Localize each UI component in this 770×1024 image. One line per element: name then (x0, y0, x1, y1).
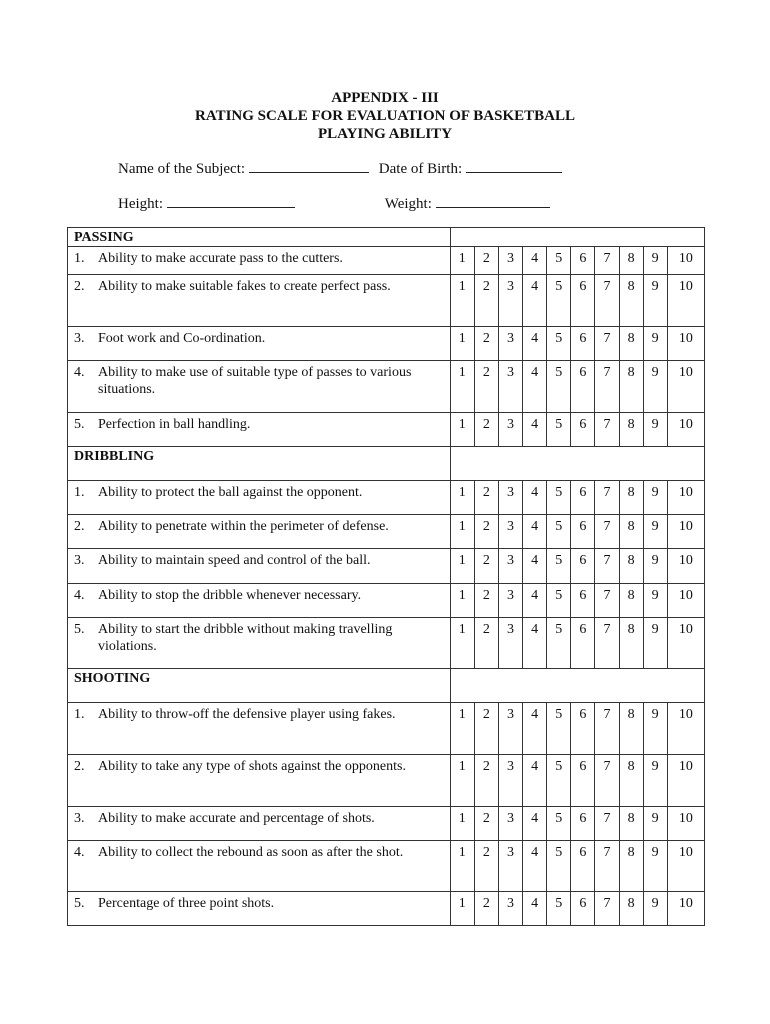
score-option-1[interactable]: 1 (450, 584, 474, 618)
section-title: SHOOTING (68, 669, 451, 703)
score-option-10[interactable]: 10 (667, 841, 704, 892)
criterion-row (68, 247, 705, 275)
score-option-5[interactable]: 5 (547, 515, 571, 549)
criterion-text: Ability to penetrate within the perimeter of defense. (98, 519, 389, 534)
criterion-number: 2. (74, 759, 85, 774)
criterion-cell (68, 841, 451, 892)
score-option-2[interactable]: 2 (474, 275, 498, 327)
criterion-cell (68, 247, 451, 275)
score-option-6[interactable]: 6 (571, 361, 595, 413)
criterion-row (68, 549, 705, 584)
score-option-8[interactable]: 8 (619, 361, 643, 413)
criterion-number: 5. (74, 896, 85, 911)
criterion-cell (68, 892, 451, 926)
criterion-row (68, 618, 705, 669)
criterion-cell (68, 807, 451, 841)
score-option-7[interactable]: 7 (595, 807, 619, 841)
score-option-4[interactable]: 4 (523, 892, 547, 926)
score-option-3[interactable]: 3 (498, 247, 522, 275)
criterion-number: 2. (74, 279, 85, 294)
score-option-4[interactable]: 4 (523, 807, 547, 841)
score-option-5[interactable]: 5 (547, 361, 571, 413)
name-label: Name of the Subject: (118, 161, 246, 177)
score-option-5[interactable]: 5 (547, 618, 571, 669)
score-option-2[interactable]: 2 (474, 327, 498, 361)
score-option-9[interactable]: 9 (643, 515, 667, 549)
score-option-9[interactable]: 9 (643, 807, 667, 841)
dob-label: Date of Birth: (378, 161, 463, 177)
criterion-number: 4. (74, 845, 85, 860)
score-option-6[interactable]: 6 (571, 549, 595, 584)
score-option-7[interactable]: 7 (595, 584, 619, 618)
criterion-number: 5. (74, 622, 85, 637)
score-option-1[interactable]: 1 (450, 361, 474, 413)
title-line-2: PLAYING ABILITY (317, 126, 453, 142)
section-header-row (68, 447, 705, 481)
score-option-10[interactable]: 10 (667, 481, 704, 515)
score-option-9[interactable]: 9 (643, 618, 667, 669)
score-option-3[interactable]: 3 (498, 841, 522, 892)
score-option-9[interactable]: 9 (643, 327, 667, 361)
score-option-8[interactable]: 8 (619, 584, 643, 618)
criterion-cell (68, 584, 451, 618)
height-weight-row (118, 193, 550, 213)
criterion-number: 3. (74, 331, 85, 346)
score-option-2[interactable]: 2 (474, 584, 498, 618)
rating-table-body (68, 228, 705, 926)
score-option-8[interactable]: 8 (619, 755, 643, 807)
score-option-8[interactable]: 8 (619, 481, 643, 515)
criterion-cell (68, 361, 451, 413)
score-option-2[interactable]: 2 (474, 361, 498, 413)
score-option-8[interactable]: 8 (619, 327, 643, 361)
criterion-row (68, 584, 705, 618)
criterion-text: Ability to make use of suitable type of passes to various situations. (98, 365, 412, 397)
criterion-text: Ability to maintain speed and control of the ball. (98, 553, 371, 568)
score-option-3[interactable]: 3 (498, 807, 522, 841)
section-header-blank (450, 228, 704, 247)
score-option-7[interactable]: 7 (595, 549, 619, 584)
criterion-number: 4. (74, 588, 85, 603)
score-option-5[interactable]: 5 (547, 275, 571, 327)
criterion-number: 1. (74, 485, 85, 500)
score-option-9[interactable]: 9 (643, 275, 667, 327)
subject-dob-row (118, 158, 562, 178)
score-option-8[interactable]: 8 (619, 618, 643, 669)
criterion-row (68, 327, 705, 361)
score-option-5[interactable]: 5 (547, 413, 571, 447)
score-option-7[interactable]: 7 (595, 247, 619, 275)
criterion-row (68, 361, 705, 413)
section-title: DRIBBLING (68, 447, 451, 481)
section-header-row (68, 669, 705, 703)
criterion-row (68, 413, 705, 447)
criterion-cell (68, 515, 451, 549)
criterion-text: Ability to make accurate and percentage of shots. (98, 811, 375, 826)
score-option-8[interactable]: 8 (619, 515, 643, 549)
score-option-7[interactable]: 7 (595, 841, 619, 892)
score-option-9[interactable]: 9 (643, 361, 667, 413)
score-option-5[interactable]: 5 (547, 841, 571, 892)
score-option-3[interactable]: 3 (498, 549, 522, 584)
score-option-7[interactable]: 7 (595, 618, 619, 669)
score-option-4[interactable]: 4 (523, 327, 547, 361)
score-option-7[interactable]: 7 (595, 413, 619, 447)
criterion-text: Ability to throw-off the defensive player using fakes. (98, 707, 396, 722)
score-option-4[interactable]: 4 (523, 755, 547, 807)
score-option-8[interactable]: 8 (619, 247, 643, 275)
score-option-5[interactable]: 5 (547, 481, 571, 515)
score-option-1[interactable]: 1 (450, 327, 474, 361)
score-option-6[interactable]: 6 (571, 327, 595, 361)
criterion-text: Percentage of three point shots. (98, 896, 275, 911)
score-option-2[interactable]: 2 (474, 515, 498, 549)
score-option-9[interactable]: 9 (643, 247, 667, 275)
score-option-1[interactable]: 1 (450, 413, 474, 447)
score-option-1[interactable]: 1 (450, 807, 474, 841)
score-option-10[interactable]: 10 (667, 892, 704, 926)
criterion-cell (68, 755, 451, 807)
score-option-8[interactable]: 8 (619, 841, 643, 892)
score-option-9[interactable]: 9 (643, 892, 667, 926)
criterion-text: Ability to make accurate pass to the cutters. (98, 251, 343, 266)
score-option-6[interactable]: 6 (571, 481, 595, 515)
criterion-cell (68, 549, 451, 584)
score-option-10[interactable]: 10 (667, 584, 704, 618)
score-option-5[interactable]: 5 (547, 247, 571, 275)
criterion-number: 1. (74, 707, 85, 722)
height-field[interactable] (167, 193, 295, 208)
criterion-row (68, 515, 705, 549)
score-option-2[interactable]: 2 (474, 755, 498, 807)
score-option-3[interactable]: 3 (498, 703, 522, 755)
criterion-text: Perfection in ball handling. (98, 417, 251, 432)
criterion-text: Foot work and Co-ordination. (98, 331, 266, 346)
score-option-4[interactable]: 4 (523, 515, 547, 549)
score-option-3[interactable]: 3 (498, 275, 522, 327)
score-option-3[interactable]: 3 (498, 755, 522, 807)
score-option-10[interactable]: 10 (667, 755, 704, 807)
score-option-3[interactable]: 3 (498, 584, 522, 618)
criterion-text: Ability to stop the dribble whenever necessary. (98, 588, 362, 603)
score-option-6[interactable]: 6 (571, 841, 595, 892)
score-option-1[interactable]: 1 (450, 247, 474, 275)
score-option-10[interactable]: 10 (667, 618, 704, 669)
section-header-blank (450, 447, 704, 481)
criterion-row (68, 755, 705, 807)
criterion-number: 1. (74, 251, 85, 266)
name-field[interactable] (249, 158, 369, 173)
score-option-7[interactable]: 7 (595, 892, 619, 926)
score-option-4[interactable]: 4 (523, 361, 547, 413)
score-option-5[interactable]: 5 (547, 892, 571, 926)
score-option-1[interactable]: 1 (450, 841, 474, 892)
score-option-3[interactable]: 3 (498, 618, 522, 669)
criterion-row (68, 703, 705, 755)
score-option-6[interactable]: 6 (571, 413, 595, 447)
document-title (0, 89, 770, 143)
score-option-4[interactable]: 4 (523, 275, 547, 327)
score-option-1[interactable]: 1 (450, 549, 474, 584)
score-option-5[interactable]: 5 (547, 549, 571, 584)
dob-field[interactable] (466, 158, 562, 173)
score-option-10[interactable]: 10 (667, 549, 704, 584)
score-option-7[interactable]: 7 (595, 703, 619, 755)
criterion-text: Ability to protect the ball against the opponent. (98, 485, 363, 500)
score-option-8[interactable]: 8 (619, 413, 643, 447)
score-option-10[interactable]: 10 (667, 413, 704, 447)
score-option-2[interactable]: 2 (474, 807, 498, 841)
score-option-7[interactable]: 7 (595, 275, 619, 327)
score-option-6[interactable]: 6 (571, 892, 595, 926)
criterion-text: Ability to take any type of shots against the opponents. (98, 759, 406, 774)
score-option-2[interactable]: 2 (474, 247, 498, 275)
score-option-9[interactable]: 9 (643, 755, 667, 807)
score-option-2[interactable]: 2 (474, 413, 498, 447)
score-option-1[interactable]: 1 (450, 755, 474, 807)
score-option-10[interactable]: 10 (667, 247, 704, 275)
score-option-9[interactable]: 9 (643, 703, 667, 755)
rating-table (67, 227, 705, 926)
score-option-1[interactable]: 1 (450, 481, 474, 515)
weight-label: Weight: (384, 196, 432, 212)
criterion-number: 3. (74, 811, 85, 826)
score-option-4[interactable]: 4 (523, 584, 547, 618)
score-option-3[interactable]: 3 (498, 515, 522, 549)
score-option-5[interactable]: 5 (547, 703, 571, 755)
score-option-5[interactable]: 5 (547, 327, 571, 361)
criterion-text: Ability to make suitable fakes to create perfect pass. (98, 279, 391, 294)
score-option-4[interactable]: 4 (523, 481, 547, 515)
score-option-9[interactable]: 9 (643, 584, 667, 618)
criterion-row (68, 841, 705, 892)
score-option-8[interactable]: 8 (619, 807, 643, 841)
criterion-row (68, 892, 705, 926)
score-option-6[interactable]: 6 (571, 755, 595, 807)
score-option-7[interactable]: 7 (595, 361, 619, 413)
score-option-6[interactable]: 6 (571, 703, 595, 755)
score-option-10[interactable]: 10 (667, 703, 704, 755)
score-option-10[interactable]: 10 (667, 515, 704, 549)
score-option-4[interactable]: 4 (523, 413, 547, 447)
score-option-7[interactable]: 7 (595, 327, 619, 361)
score-option-6[interactable]: 6 (571, 515, 595, 549)
score-option-1[interactable]: 1 (450, 618, 474, 669)
criterion-cell (68, 703, 451, 755)
criterion-cell (68, 618, 451, 669)
score-option-5[interactable]: 5 (547, 755, 571, 807)
score-option-1[interactable]: 1 (450, 703, 474, 755)
score-option-7[interactable]: 7 (595, 515, 619, 549)
criterion-number: 5. (74, 417, 85, 432)
score-option-5[interactable]: 5 (547, 807, 571, 841)
height-label: Height: (118, 196, 163, 212)
score-option-2[interactable]: 2 (474, 481, 498, 515)
score-option-3[interactable]: 3 (498, 892, 522, 926)
score-option-9[interactable]: 9 (643, 841, 667, 892)
score-option-5[interactable]: 5 (547, 584, 571, 618)
score-option-8[interactable]: 8 (619, 703, 643, 755)
score-option-1[interactable]: 1 (450, 515, 474, 549)
score-option-6[interactable]: 6 (571, 584, 595, 618)
section-header-blank (450, 669, 704, 703)
score-option-10[interactable]: 10 (667, 807, 704, 841)
score-option-10[interactable]: 10 (667, 327, 704, 361)
score-option-9[interactable]: 9 (643, 549, 667, 584)
score-option-2[interactable]: 2 (474, 892, 498, 926)
score-option-10[interactable]: 10 (667, 275, 704, 327)
criterion-number: 2. (74, 519, 85, 534)
appendix-heading: APPENDIX - III (331, 90, 439, 106)
score-option-9[interactable]: 9 (643, 413, 667, 447)
score-option-2[interactable]: 2 (474, 549, 498, 584)
criterion-cell (68, 275, 451, 327)
criterion-text: Ability to start the dribble without making travelling violations. (98, 622, 393, 654)
section-title: PASSING (68, 228, 451, 247)
score-option-8[interactable]: 8 (619, 892, 643, 926)
score-option-6[interactable]: 6 (571, 618, 595, 669)
score-option-8[interactable]: 8 (619, 549, 643, 584)
score-option-3[interactable]: 3 (498, 413, 522, 447)
score-option-6[interactable]: 6 (571, 807, 595, 841)
criterion-text: Ability to collect the rebound as soon as after the shot. (98, 845, 404, 860)
score-option-3[interactable]: 3 (498, 481, 522, 515)
score-option-2[interactable]: 2 (474, 618, 498, 669)
section-header-row (68, 228, 705, 247)
score-option-3[interactable]: 3 (498, 361, 522, 413)
score-option-1[interactable]: 1 (450, 275, 474, 327)
score-option-2[interactable]: 2 (474, 703, 498, 755)
score-option-1[interactable]: 1 (450, 892, 474, 926)
score-option-2[interactable]: 2 (474, 841, 498, 892)
criterion-row (68, 807, 705, 841)
weight-field[interactable] (436, 193, 550, 208)
score-option-4[interactable]: 4 (523, 247, 547, 275)
criterion-number: 3. (74, 553, 85, 568)
score-option-4[interactable]: 4 (523, 703, 547, 755)
criterion-cell (68, 327, 451, 361)
criterion-row (68, 481, 705, 515)
criterion-row (68, 275, 705, 327)
criterion-number: 4. (74, 365, 85, 380)
score-option-10[interactable]: 10 (667, 361, 704, 413)
criterion-cell (68, 481, 451, 515)
score-option-6[interactable]: 6 (571, 247, 595, 275)
score-option-3[interactable]: 3 (498, 327, 522, 361)
score-option-4[interactable]: 4 (523, 618, 547, 669)
score-option-8[interactable]: 8 (619, 275, 643, 327)
score-option-7[interactable]: 7 (595, 481, 619, 515)
score-option-4[interactable]: 4 (523, 841, 547, 892)
criterion-cell (68, 413, 451, 447)
score-option-4[interactable]: 4 (523, 549, 547, 584)
title-line-1: RATING SCALE FOR EVALUATION OF BASKETBALL (195, 108, 575, 124)
score-option-6[interactable]: 6 (571, 275, 595, 327)
score-option-9[interactable]: 9 (643, 481, 667, 515)
score-option-7[interactable]: 7 (595, 755, 619, 807)
